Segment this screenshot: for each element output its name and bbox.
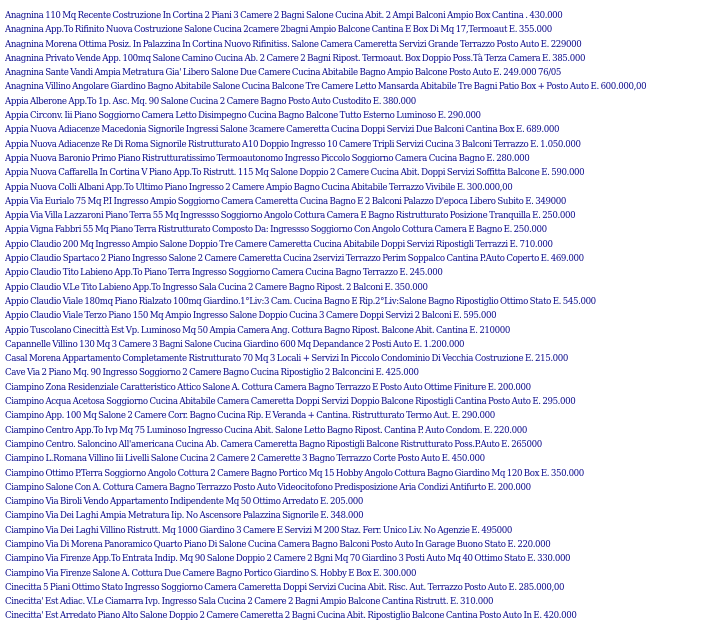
listing-item: Appia Alberone App.To 1p. Asc. Mq. 90 Salone Cucina 2 Camere Bagno Posto Auto Custodito E. 380.000	[5, 95, 416, 107]
listing-item: Ciampino App. 100 Mq Salone 2 Camere Corr. Bagno Cucina Rip. E Veranda + Cantina. Ristrutturato Termo Aut. E. 290.000	[5, 410, 495, 422]
listing-item: Ciampino Salone Con A. Cottura Camera Bagno Terrazzo Posto Auto Videocitofono Predisposizione Aria Condizi Antifurto E. 200.000	[5, 481, 531, 493]
listing-item: Ciampino L.Romana Villino Iii Livelli Salone Cucina 2 Camere 2 Camerette 3 Bagno Terrazzo Corte Posto Auto E. 450.000	[5, 453, 485, 465]
listing-item: Appia Nuova Caffarella In Cortina V Piano App.To Ristrutt. 115 Mq Salone Doppio 2 Camere Cucina Abit. Doppi Servizi Soffitta Balcone E. 590.000	[5, 167, 585, 179]
listing-item: Anagnina Morena Ottima Posiz. In Palazzina In Cortina Nuovo Rifinitiss. Salone Camera Cameretta Servizi Grande Terrazzo Posto Auto E. 229000	[5, 38, 582, 50]
listing-item: Appia Nuova Baronio Primo Piano Ristrutturatissimo Termoautonomo Ingresso Piccolo Soggiorno Camera Cucina Bagno E. 280.000	[5, 152, 530, 164]
listing-item: Appia Vigna Fabbri 55 Mq Piano Terra Ristrutturato Composto Da: Ingressso Soggiorno Con Angolo Cottura Camera E Bagno E. 250.000	[5, 224, 547, 236]
listing-item: Anagnina Villino Angolare Giardino Bagno Abitabile Salone Cucina Balcone Tre Camere Letto Mansarda Abitabile Tre Bagni Patio Box + Posto Auto E. 600.000,00	[5, 81, 647, 93]
listing-item: Cinecitta' Est Arredato Piano Alto Salone Doppio 2 Camere Cameretta 2 Bagni Cucina Abit. Ripostiglio Balcone Cantina Posto Auto In E. 420.000	[5, 610, 577, 622]
listing-item: Appio Claudio 200 Mq Ingresso Ampio Salone Doppio Tre Camere Cameretta Cucina Abitabile Doppi Servizi Ripostigli Terrazzi E. 710.000	[5, 238, 553, 250]
listing-item: Ciampino Centro App.To Ivp Mq 75 Luminoso Ingresso Cucina Abit. Salone Letto Bagno Ripost. Cantina P. Auto Condom. E. 220.000	[5, 424, 527, 436]
listing-item: Anagnina Sante Vandi Ampia Metratura Gia' Libero Salone Due Camere Cucina Abitabile Bagno Ampio Balcone Posto Auto E. 249.000 76/05	[5, 67, 561, 79]
listing-item: Appia Circonv. Iii Piano Soggiorno Camera Letto Disimpegno Cucina Bagno Balcone Tutto Esterno Luminoso E. 290.000	[5, 110, 481, 122]
listing-item: Appio Claudio V.Le Tito Labieno App.To Ingresso Sala Cucina 2 Camere Bagno Ripost. 2 Balconi E. 350.000	[5, 281, 428, 293]
listing-item: Anagnina 110 Mq Recente Costruzione In Cortina 2 Piani 3 Camere 2 Bagni Salone Cucina Abit. 2 Ampi Balconi Ampio Box Cantina . 430.000	[5, 10, 563, 21]
listing-list	[5, 9, 723, 624]
listing-item: Appia Via Villa Lazzaroni Piano Terra 55 Mq Ingressso Soggiorno Angolo Cottura Camera E Bagno Ristrutturato Posizione Tranquilla E. 250.000	[5, 210, 576, 222]
listing-item: Appio Claudio Viale Terzo Piano 150 Mq Ampio Ingresso Salone Doppio Cucina 3 Camere Doppi Servizi 2 Balconi E. 595.000	[5, 310, 497, 322]
listing-item: Ciampino Centro. Saloncino All'americana Cucina Ab. Camera Cameretta Bagno Ripostigli Balcone Ristrutturato Poss.P.Auto E. 265000	[5, 438, 542, 450]
listing-item: Appia Nuova Adiacenze Re Di Roma Signorile Ristrutturato A10 Doppio Ingresso 10 Camere Tripli Servizi Cucina 3 Balconi Terrazzo E. 1.050.000	[5, 138, 581, 150]
listing-item: Ciampino Via Biroli Vendo Appartamento Indipendente Mq 50 Ottimo Arredato E. 205.000	[5, 496, 364, 508]
listing-item: Anagnina Privato Vende App. 100mq Salone Camino Cucina Ab. 2 Camere 2 Bagni Ripost. Termoaut. Box Doppio Poss.Tà Terza Camera E. 385.000	[5, 52, 586, 64]
listing-item: Appia Nuova Adiacenze Macedonia Signorile Ingressi Salone 3camere Cameretta Cucina Doppi Servizi Due Balconi Cantina Box E. 689.000	[5, 124, 560, 136]
listing-item: Cinecitta' Est Adiac. V.Le Ciamarra Ivp. Ingresso Sala Cucina 2 Camere 2 Bagni Ampio Balcone Cantina Ristrutt. E. 310.000	[5, 596, 494, 608]
listing-item: Casal Morena Appartamento Completamente Ristrutturato 70 Mq 3 Locali + Servizi In Piccolo Condominio Di Vecchia Costruzione E. 215.000	[5, 353, 569, 365]
listing-item: Cave Via 2 Piano Mq. 90 Ingresso Soggiorno 2 Camere Bagno Cucina Ripostiglio 2 Balconcini E. 425.000	[5, 367, 419, 379]
listing-item: Ciampino Via Firenze Salone A. Cottura Due Camere Bagno Portico Giardino S. Hobby E Box E. 300.000	[5, 567, 417, 579]
listing-item: Ciampino Acqua Acetosa Soggiorno Cucina Abitabile Camera Cameretta Doppi Servizi Doppio Balcone Ripostigli Cantina Posto Auto E. 295.000	[5, 396, 576, 408]
listing-item: Ciampino Via Firenze App.To Entrata Indip. Mq 90 Salone Doppio 2 Camere 2 Bgni Mq 70 Giardino 3 Posti Auto Mq 40 Ottimo Stato E. 330.000	[5, 553, 571, 565]
listing-item: Ciampino Via Dei Laghi Villino Ristrutt. Mq 1000 Giardino 3 Camere E Servizi M 200 Staz. Ferr. Unico Liv. No Agenzie E. 495000	[5, 524, 513, 536]
listing-item: Anagnina App.To Rifinito Nuova Costruzione Salone Cucina 2camere 2bagni Ampio Balcone Cantina E Box Di Mq 17,Termoaut E. 355.000	[5, 24, 552, 36]
listing-item: Appia Via Eurialo 75 Mq P.I Ingresso Ampio Soggiorno Camera Cameretta Cucina Bagno E 2 Balconi Palazzo D'epoca Libero Subito E. 349000	[5, 195, 566, 207]
listing-item: Appia Nuova Colli Albani App.To Ultimo Piano Ingresso 2 Camere Ampio Bagno Cucina Abitabile Terrazzo Vivibile E. 300.000,00	[5, 181, 513, 193]
listing-item: Appio Claudio Tito Labieno App.To Piano Terra Ingresso Soggiorno Camera Cucina Bagno Terrazzo E. 245.000	[5, 267, 443, 279]
listing-item: Appio Tuscolano Cinecittà Est Vp. Luminoso Mq 50 Ampia Camera Ang. Cottura Bagno Ripost. Balcone Abit. Cantina E. 210000	[5, 324, 510, 336]
listing-item: Cinecitta 5 Piani Ottimo Stato Ingresso Soggiorno Camera Cameretta Doppi Servizi Cucina Abit. Risc. Aut. Terrazzo Posto Auto E. 285.000,00	[5, 581, 565, 593]
listing-item: Ciampino Zona Residenziale Caratteristico Attico Salone A. Cottura Camera Bagno Terrazzo E Posto Auto Ottime Finiture E. 200.000	[5, 381, 531, 393]
listing-item: Ciampino Via Dei Laghi Ampia Metratura Iip. No Ascensore Palazzina Signorile E. 348.000	[5, 510, 364, 522]
listing-item: Appio Claudio Spartaco 2 Piano Ingresso Salone 2 Camere Cameretta Cucina 2servizi Terrazzo Perim Soppalco Cantina P.Auto Coperto E. 469.000	[5, 253, 584, 265]
listing-item: Capannelle Villino 130 Mq 3 Camere 3 Bagni Salone Cucina Giardino 600 Mq Depandance 2 Posti Auto E. 1.200.000	[5, 338, 465, 350]
listing-item: Appio Claudio Viale 180mq Piano Rialzato 100mq Giardino.1°Liv:3 Cam. Cucina Bagno E Rip.2°Liv:Salone Bagno Ripostiglio Ottimo Stato E. 545.000	[5, 295, 596, 307]
listing-item: Ciampino Ottimo P.Terra Soggiorno Angolo Cottura 2 Camere Bagno Portico Mq 15 Hobby Angolo Cottura Bagno Giardino Mq 120 Box E. 350.000	[5, 467, 584, 479]
listing-item: Ciampino Via Di Morena Panoramico Quarto Piano Di Salone Cucina Camera Bagno Balconi Posto Auto In Garage Buono Stato E. 220.000	[5, 538, 551, 550]
